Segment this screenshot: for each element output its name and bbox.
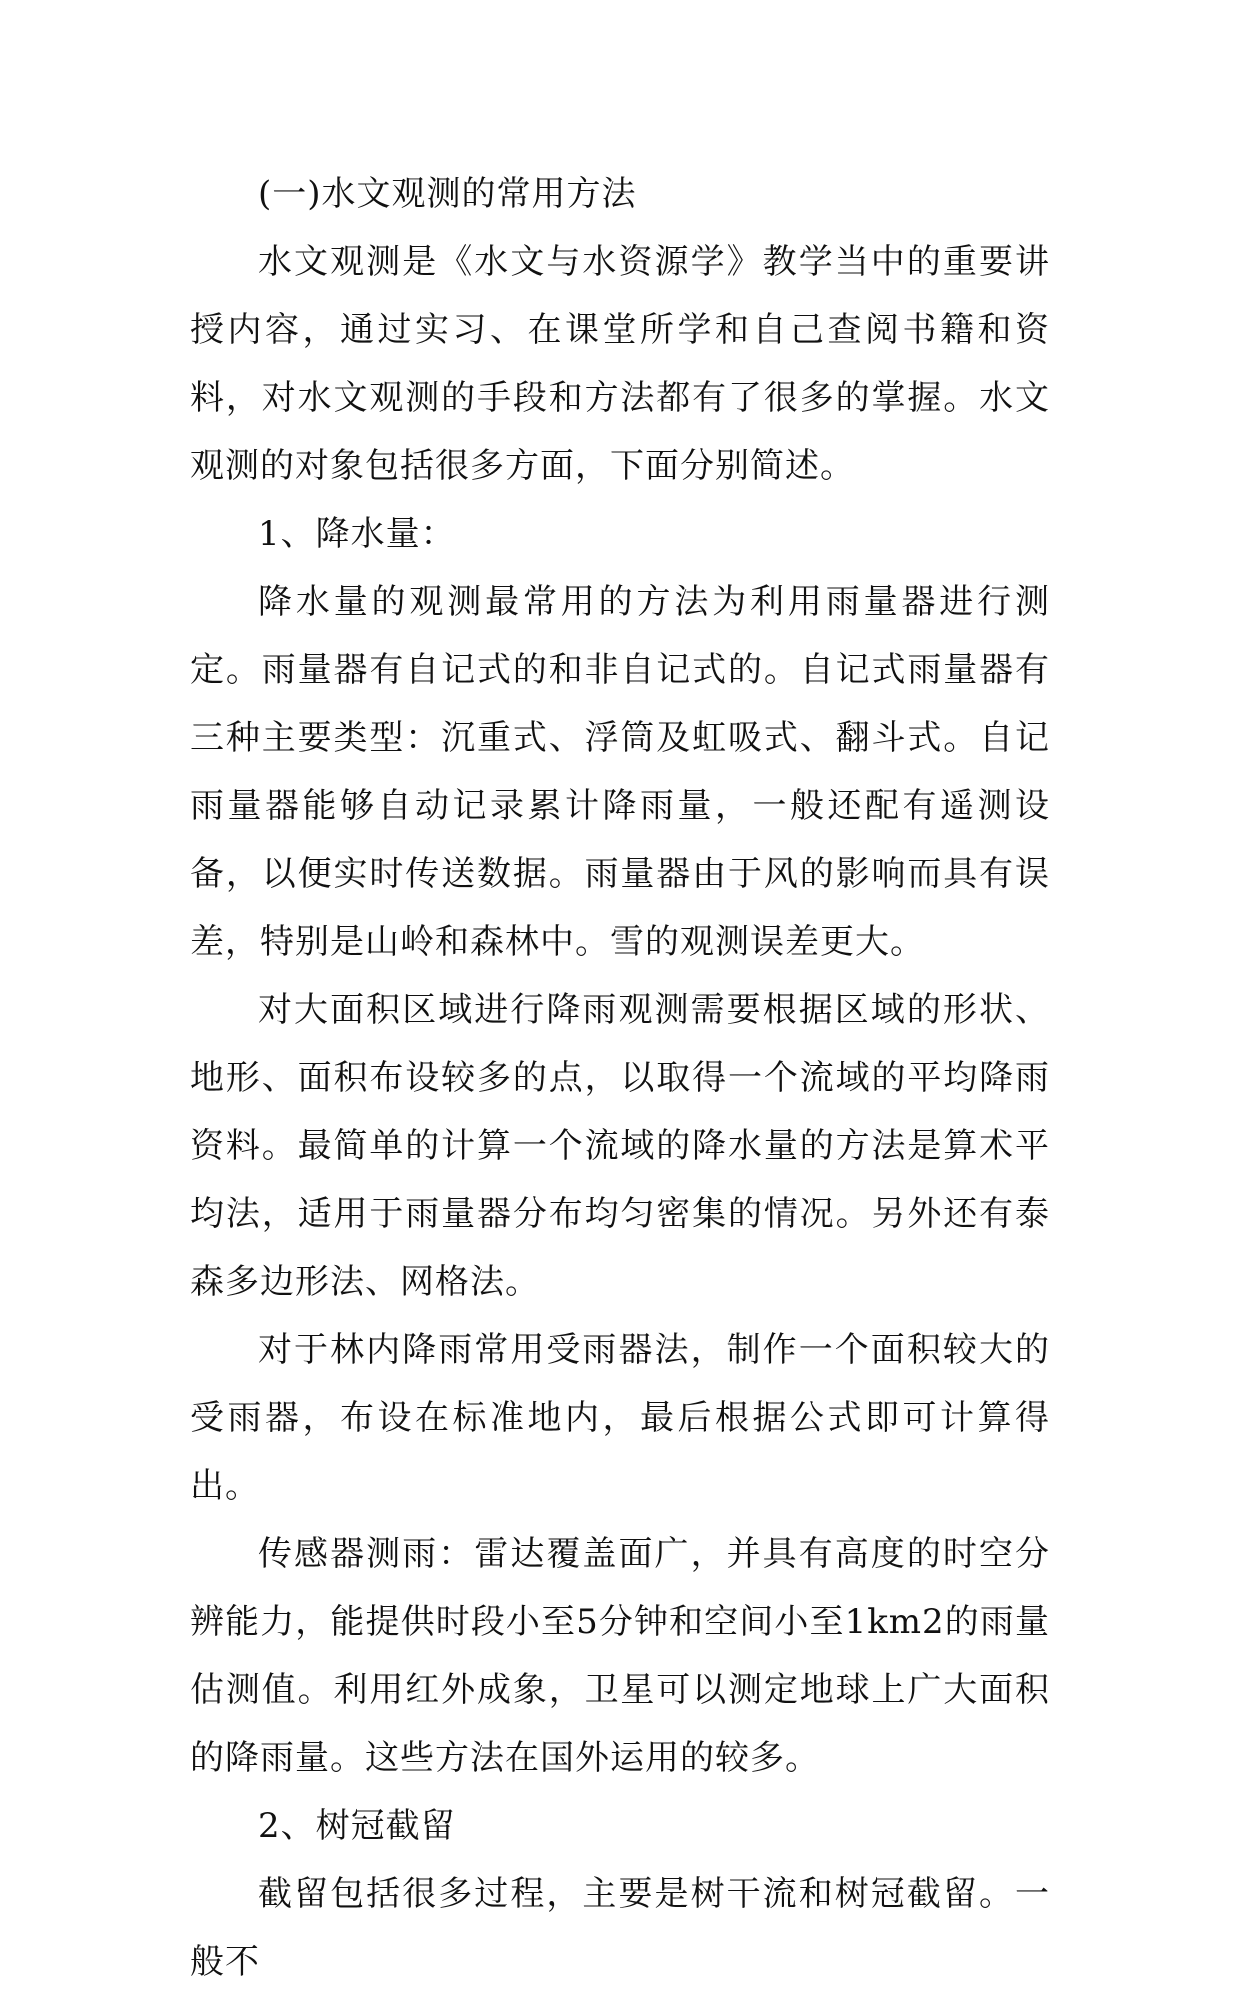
paragraph-sensor-rainfall: 传感器测雨：雷达覆盖面广，并具有高度的时空分辨能力，能提供时段小至5分钟和空间小至1km2的雨量估测值。利用红外成象，卫星可以测定地球上广大面积的降雨量。这些方法在国外运用的较多。 xyxy=(190,1534,1050,1778)
section-heading: (一)水文观测的常用方法 xyxy=(258,174,637,214)
paragraph-forest-rainfall: 对于林内降雨常用受雨器法，制作一个面积较大的受雨器，布设在标准地内，最后根据公式即可计算得出。 xyxy=(190,1330,1050,1506)
paragraph-area-rainfall: 对大面积区域进行降雨观测需要根据区域的形状、地形、面积布设较多的点，以取得一个流域的平均降雨资料。最简单的计算一个流域的降水量的方法是算术平均法，适用于雨量器分布均匀密集的情况。另外还有泰森多边形法、网格法。 xyxy=(190,990,1050,1302)
paragraph-intro: 水文观测是《水文与水资源学》教学当中的重要讲授内容，通过实习、在课堂所学和自己查阅书籍和资料，对水文观测的手段和方法都有了很多的掌握。水文观测的对象包括很多方面，下面分别简述。 xyxy=(190,242,1050,486)
subheading-canopy-interception: 2、树冠截留 xyxy=(258,1806,456,1846)
paragraph-rain-gauge: 降水量的观测最常用的方法为利用雨量器进行测定。雨量器有自记式的和非自记式的。自记式雨量器有三种主要类型：沉重式、浮筒及虹吸式、翻斗式。自记雨量器能够自动记录累计降雨量，一般还配有遥测设备，以便实时传送数据。雨量器由于风的影响而具有误差，特别是山岭和森林中。雪的观测误差更大。 xyxy=(190,582,1050,962)
paragraph-interception: 截留包括很多过程，主要是树干流和树冠截留。一般不 xyxy=(190,1874,1050,1982)
document-body xyxy=(190,160,1050,1996)
subheading-precipitation: 1、降水量： xyxy=(258,514,456,554)
